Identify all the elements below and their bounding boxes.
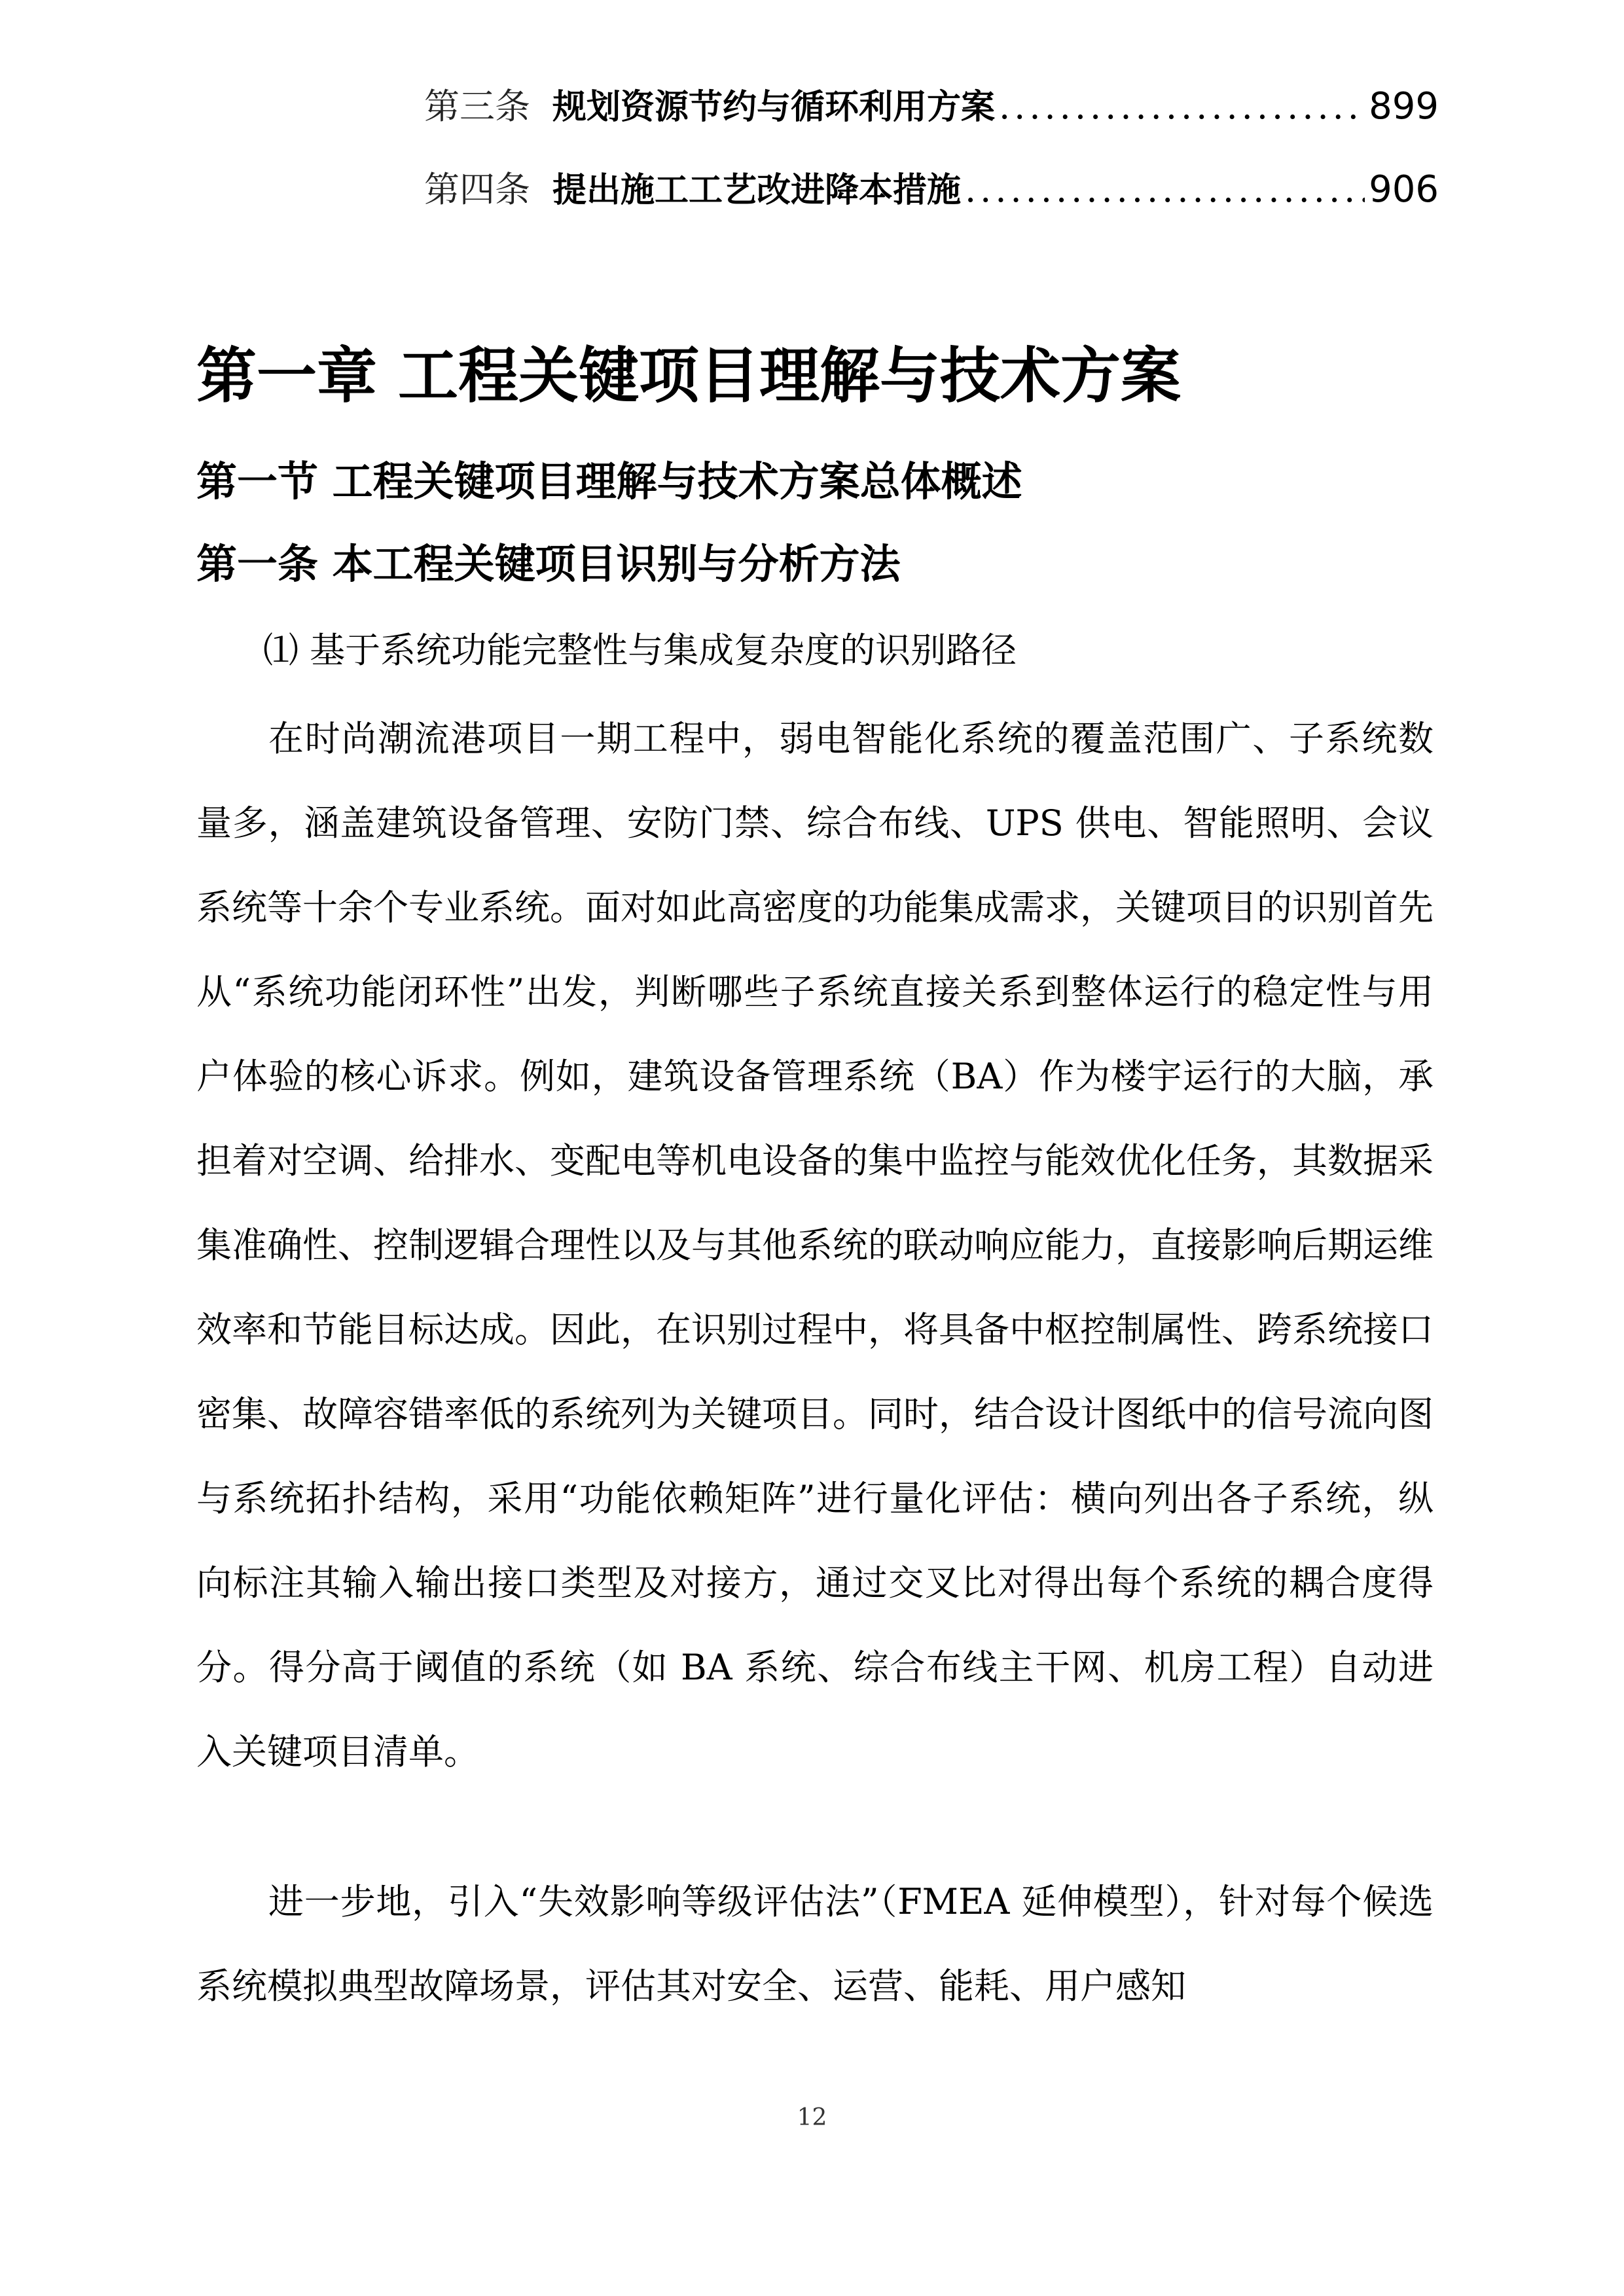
toc-entry-title: 规划资源节约与循环利用方案 xyxy=(552,88,996,127)
body-paragraph: 进一步地，引入“失效影响等级评估法”（FMEA 延伸模型），针对每个候选系统模拟典型故障场景，评估其对安全、运营、能耗、用户感知 xyxy=(196,1881,1434,2007)
toc-entry-number: 第三条 xyxy=(424,86,530,127)
page-number: 12 xyxy=(797,2104,827,2131)
toc-entry-title: 提出施工工艺改进降本措施 xyxy=(552,171,962,210)
body-paragraph: 在时尚潮流港项目一期工程中，弱电智能化系统的覆盖范围广、子系统数量多，涵盖建筑设备管理、安防门禁、综合布线、UPS 供电、智能照明、会议系统等十余个专业系统。面对如此高密度的功能集成需求，关键项目的识别首先从“系统功能闭环性”出发，判断哪些子系统直接关系到整体运行的稳定性与用户体验的核心诉求。例如，建筑设备管理系统（BA）作为楼宇运行的大脑，承担着对空调、给排水、变配电等机电设备的集中监控与能效优化任务，其数据采集准确性、控制逻辑合理性以及与其他系统的联动响应能力，直接影响后期运维效率和节能目标达成。因此，在识别过程中，将具备中枢控制属性、跨系统接口密集、故障容错率低的系统列为关键项目。同时，结合设计图纸中的信号流向图与系统拓扑结构，采用“功能依赖矩阵”进行量化评估：横向列出各子系统，纵向标注其输入输出接口类型及对接方，通过交叉比对得出每个系统的耦合度得分。得分高于阈值的系统（如 BA 系统、综合布线主干网、机房工程）自动进入关键项目清单。 xyxy=(196,718,1434,1772)
section-title: 第一节 工程关键项目理解与技术方案总体概述 xyxy=(196,457,1022,505)
toc-leader-dots xyxy=(965,160,1365,219)
toc-entry-number: 第四条 xyxy=(424,169,530,210)
subheading: ⑴ 基于系统功能完整性与集成复杂度的识别路径 xyxy=(263,630,1017,671)
toc-leader-dots xyxy=(999,77,1365,136)
chapter-title: 第一章 工程关键项目理解与技术方案 xyxy=(196,341,1182,411)
toc-entry-page: 906 xyxy=(1369,168,1439,211)
toc-entry[interactable] xyxy=(424,77,1439,136)
toc-entry-page: 899 xyxy=(1369,85,1439,128)
toc-entry[interactable] xyxy=(424,160,1439,219)
article-title: 第一条 本工程关键项目识别与分析方法 xyxy=(196,540,901,588)
